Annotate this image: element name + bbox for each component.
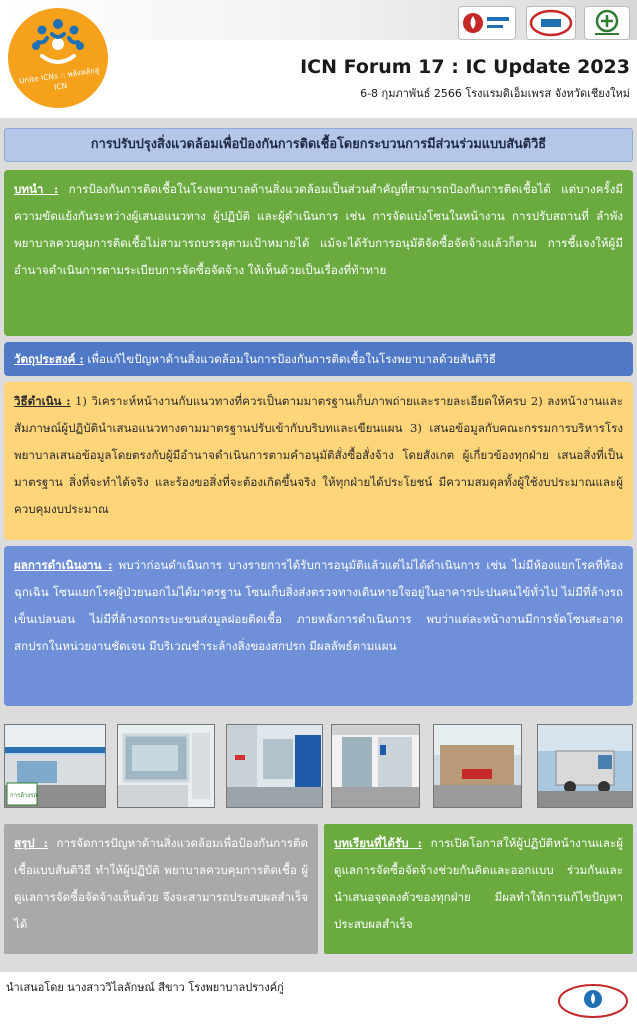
forum-title: ICN Forum 17 : IC Update 2023: [300, 56, 630, 78]
photo-covered-walkway: [331, 724, 420, 808]
partner-logo-1: [458, 6, 516, 40]
photo-waste-area: [433, 724, 522, 808]
intro-label: บทนำ :: [14, 182, 59, 196]
lessons-label: บทเรียนที่ได้รับ :: [334, 836, 422, 850]
forum-date-venue: 6-8 กุมภาพันธ์ 2566 โรงแรมดิเอ็มเพรส จังหวัดเชียงใหม่: [360, 87, 630, 100]
icn-badge-icon: [527, 7, 575, 39]
lessons-text: การเปิดโอกาสให้ผู้ปฏิบัติหน้างานและผู้ดูแลการจัดซื้อจัดจ้างช่วยกันคิดและออกแบบ ร่วมกันและนำเสนอจุดลงตัวของทุกฝ่าย มีผลทำให้การแก้ไขปัญหาประสบผลสำเร็จ: [334, 836, 623, 931]
photo-washing-station: [4, 724, 106, 808]
partner-logo-2: [526, 6, 576, 40]
intro-text: การป้องกันการติดเชื้อในโรงพยาบาลด้านสิ่งแวดล้อมเป็นส่วนสำคัญที่สามารถป้องกันการติดเชื้อได้ แต่บางครั้งมีความขัดแย้งกันระหว่างผู้เสนอแนวทาง ผู้ปฏิบัติ และผู้ดำเนินการ เช่น การจัดแบ่งโซนในหน้างาน การปรับสถานที่ ลำพังพยาบาลควบคุมการติดเชื้อไม่สามารถบรรลุตามเป้าหมายได้ แม้จะได้รับการอนุมัติจัดซื้อจัดจ้างแล้วก็ตาม การชี้แจงให้ผู้มีอำนาจดำเนินการตามระเบียบการจัดซื้อจัดจ้าง ให้เห็นด้วยเป็นเรื่องที่ท้าทาย: [14, 182, 623, 277]
logo-tagline: Unite ICNs :: พลังหลักสู่ ICN: [18, 65, 100, 92]
photo-isolation-room: [117, 724, 215, 808]
method-text: 1) วิเคราะห์หน้างานกับแนวทางที่ควรเป็นตามมาตรฐานเก็บภาพถ่ายและรายละเอียดให้ครบ 2) ลงหน้างานและสัมภาษณ์ผู้ปฏิบัตินำเสนอแนวทางตามมาตรฐานปรับเข้ากับบริบทและเขียนแผน 3) เสนอข้อมูลกับคณะกรรมการบริหารโรงพยาบาลเสนอข้อมูลโดยตรงกับผู้มีอำนาจดำเนินการตามคำอนุมัติสั่งซื้อสั่งจ้าง โดยสังเกต ผู้เกี่ยวข้องทุกฝ่าย เสนอสิ่งที่เป็นมาตรฐาน สิ่งที่จะทำได้จริง และร้องขอสิ่งที่จะต้องเกิดขึ้นจริง ให้ทุกฝ่ายได้ประโยชน์ มีความสมดุลทั้งผู้ใช้งบประมาณและผู้ควบคุมงบประมาณ: [14, 394, 623, 516]
intro-section: [4, 170, 633, 336]
photo-truck-wash: [537, 724, 633, 808]
presenter-credit: นำเสนอโดย นางสาววิไลลักษณ์ สีขาว โรงพยาบาลปรางค์กู่: [6, 981, 284, 994]
method-section: [4, 382, 633, 540]
results-label: ผลการดำเนินงาน :: [14, 558, 113, 572]
lessons-section: [324, 824, 633, 954]
results-text: พบว่าก่อนดำเนินการ บางรายการได้รับการอนุมัติแล้วแต่ไม่ได้ดำเนินการ เช่น ไม่มีห้องแยกโรคที่ห้องฉุกเฉิน โซนแยกโรคผู้ป่วยนอกไม่ได้มาตรฐาน โซนเก็บสิ่งส่งตรวจทางเดินหายใจอยู่ในอาคารปะปนคนไข้ทั่วไป ไม่มีที่ล้างรถเข็นเปลนอน ไม่มีที่ล้างรถกระบะขนส่งมูลฝอยติดเชื้อ ภายหลังการดำเนินการ พบว่าแต่ละหน้างานมีการจัดโซนสะอาด สกปรกในหน่วยงานชัดเจน มีบริเวณชำระล้างสิ่งของสกปรก มีผลลัพธ์ตามแผน: [14, 558, 624, 653]
droplet-icon: [459, 7, 515, 39]
wash-sign-text: การล้างรถ: [10, 792, 38, 799]
objective-section: [4, 342, 633, 376]
conclusion-text: การจัดการปัญหาด้านสิ่งแวดล้อมเพื่อป้องกันการติดเชื้อแบบสันติวิธี ทำให้ผู้ปฏิบัติ พยาบาลควบคุมการติดเชื้อ ผู้ดูแลการจัดซื้อจัดจ้างเห็นด้วย จึงจะสามารถประสบผลสำเร็จได้: [14, 836, 308, 931]
photo-corridor-zone: [226, 724, 323, 808]
objective-label: วัตถุประสงค์ :: [14, 352, 84, 366]
hospital-logo-icon: [556, 982, 630, 1020]
conclusion-label: สรุป :: [14, 836, 48, 850]
poster-header: [0, 0, 637, 118]
poster-title: การปรับปรุงสิ่งแวดล้อมเพื่อป้องกันการติดเชื้อโดยกระบวนการมีส่วนร่วมแบบสันติวิธี: [4, 128, 633, 162]
objective-text: เพื่อแก้ไขปัญหาด้านสิ่งแวดล้อมในการป้องกันการติดเชื้อในโรงพยาบาลด้วยสันติวิธี: [83, 352, 496, 366]
conclusion-section: [4, 824, 318, 954]
partner-logo-3: [584, 6, 630, 40]
results-section: [4, 546, 633, 706]
people-circle-icon: [22, 14, 94, 74]
health-ministry-icon: [585, 7, 629, 39]
method-label: วิธีดำเนิน :: [14, 394, 71, 408]
